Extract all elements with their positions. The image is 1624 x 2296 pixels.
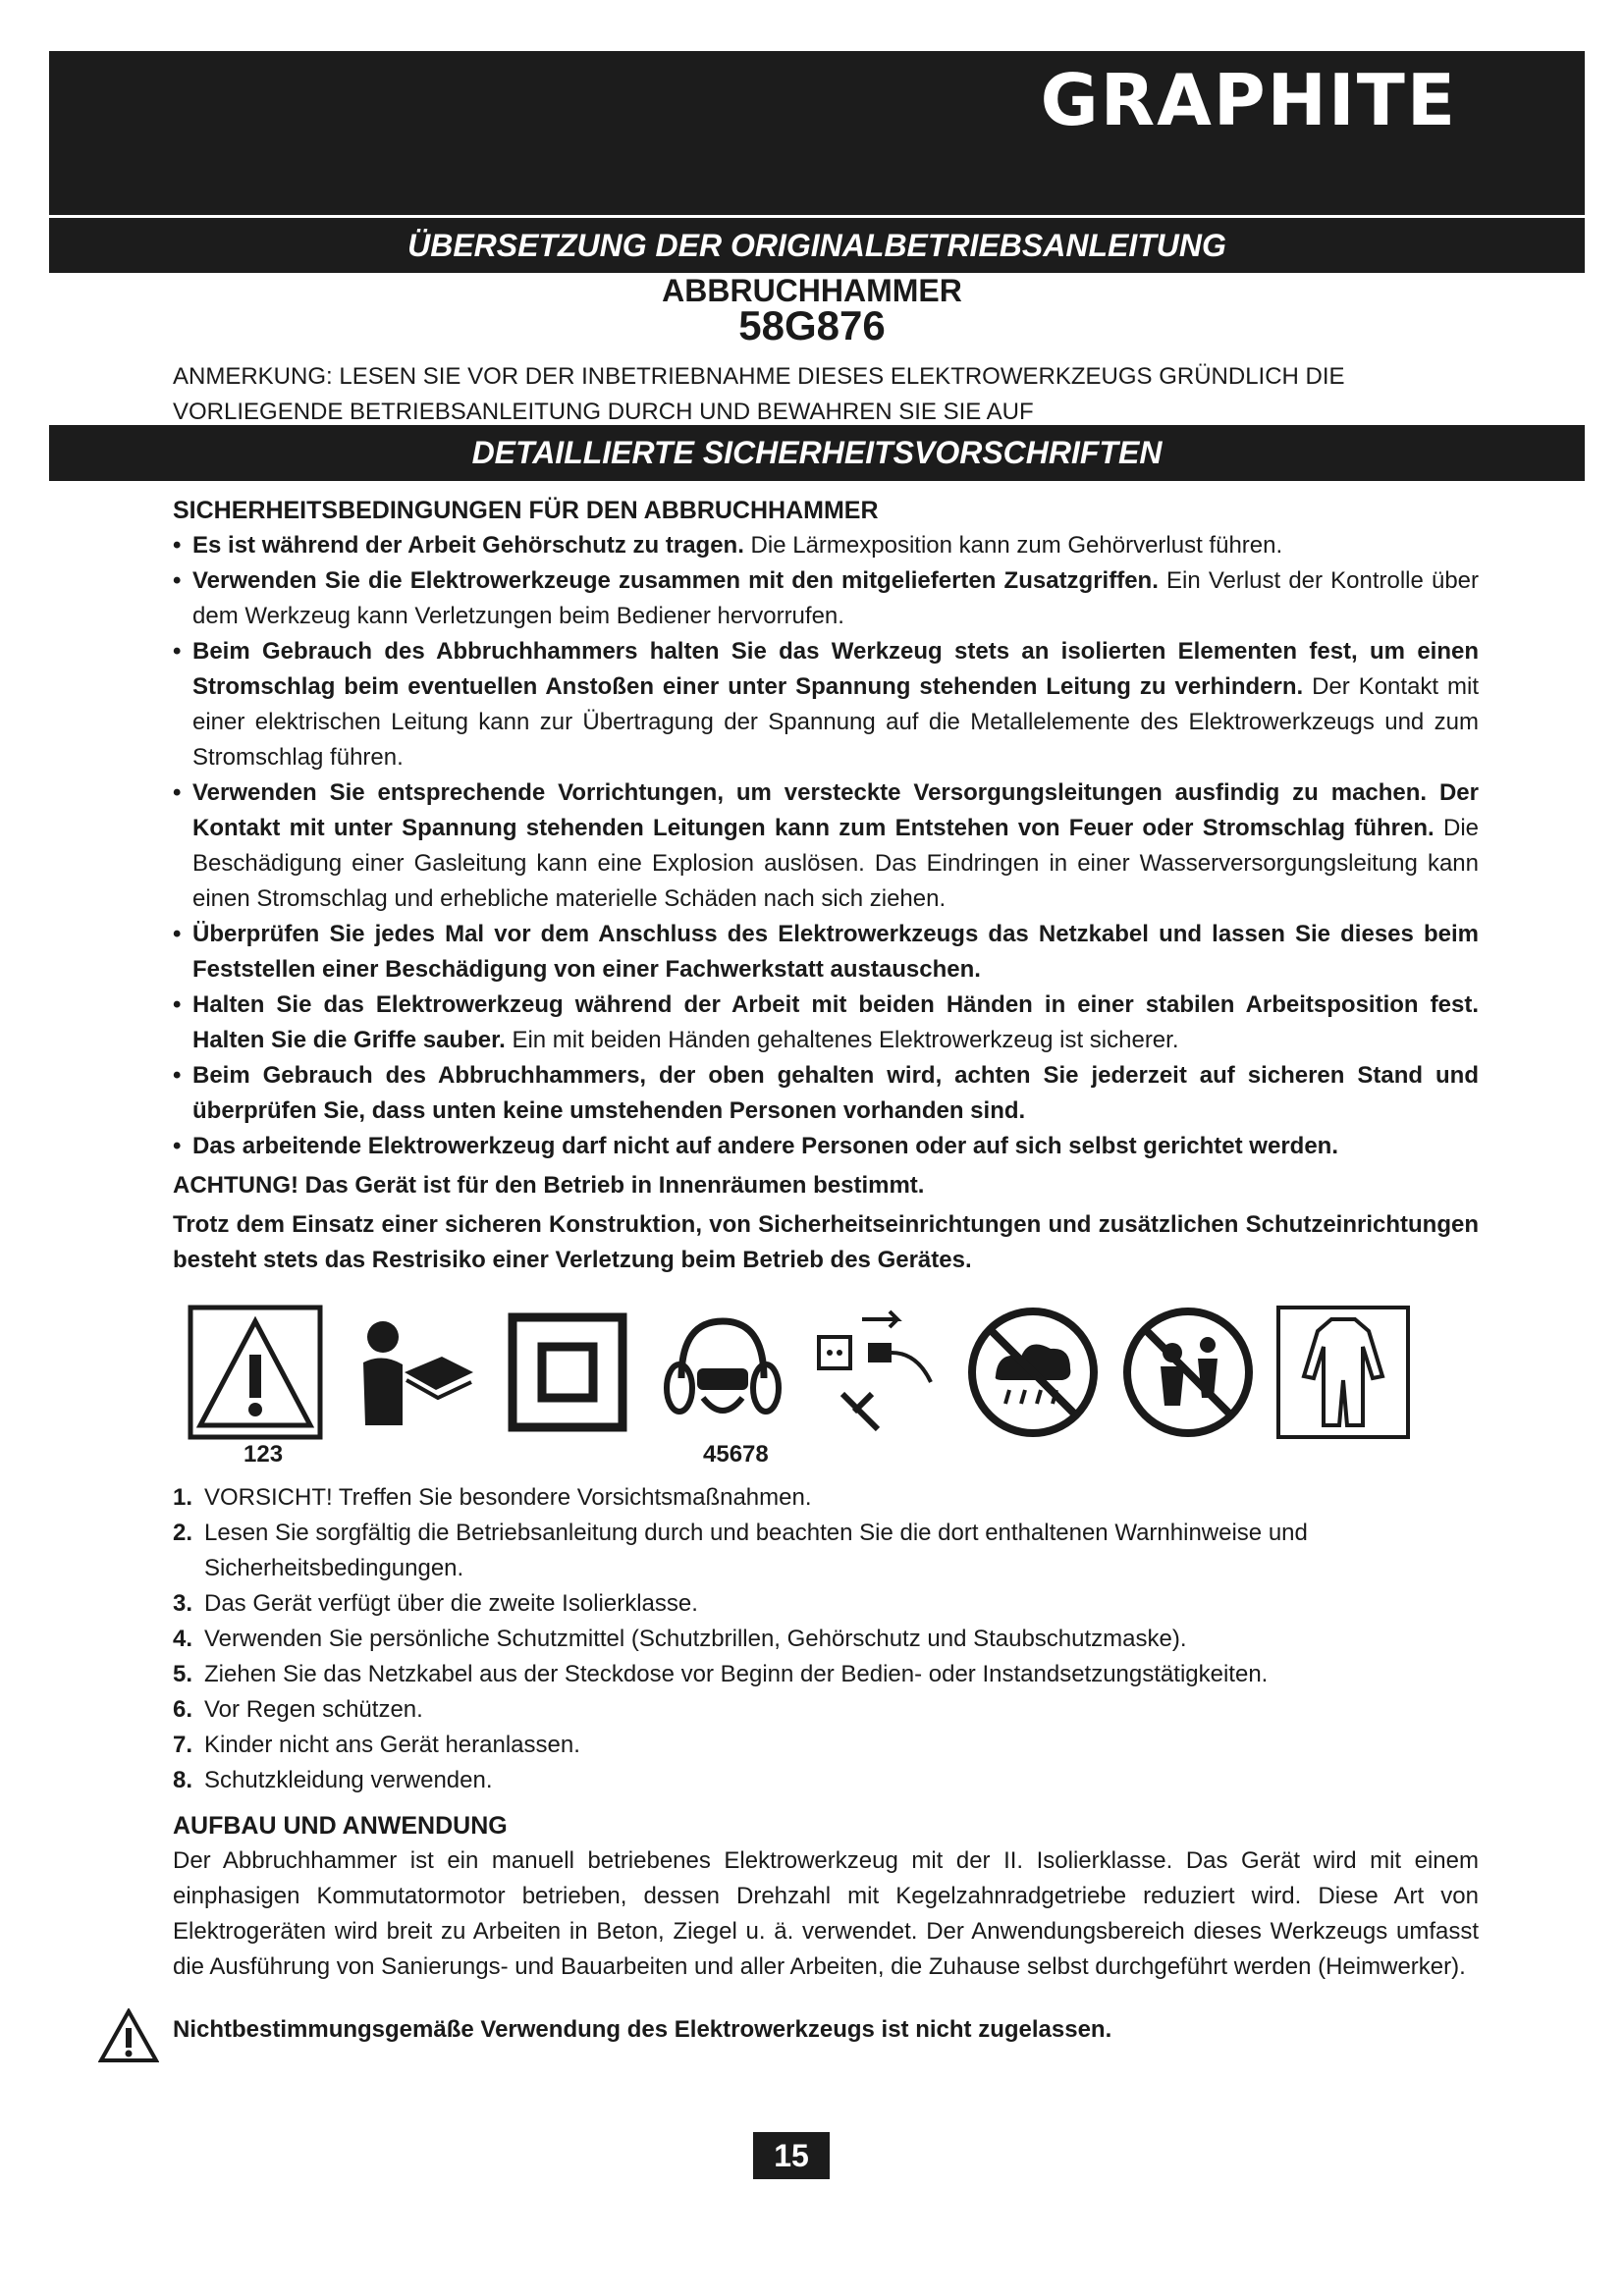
no-rain-icon [964,1304,1102,1441]
final-warning: Nichtbestimmungsgemäße Verwendung des Elektrowerkzeugs ist nicht zugelassen. [173,2016,1112,2043]
product-model: 58G876 [738,302,886,348]
no-children-icon [1119,1304,1257,1441]
brand-logo: GRAPHITE [1040,59,1457,141]
protective-gear-icon [654,1304,791,1441]
pictogram-legend [173,1480,1479,1798]
list-item: • Es ist während der Arbeit Gehörschutz zu tragen. Die Lärmexposition kann zum Gehörverlust führen. [173,528,1479,563]
product-name: ABBRUCHHAMMER [662,273,962,308]
list-item: 2. Lesen Sie sorgfältig die Betriebsanleitung durch und beachten Sie die dort enthaltenen Warnhinweise und Sicherheitsbedingungen. [173,1520,1308,1581]
translation-title: ÜBERSETZUNG DER ORIGINALBETRIEBSANLEITUNG [407,228,1226,263]
list-item: • Das arbeitende Elektrowerkzeug darf nicht auf andere Personen oder auf sich selbst gerichtet werden. [173,1129,1479,1164]
unplug-icon [809,1304,947,1441]
safety-section [173,493,1479,1278]
list-item: • Überprüfen Sie jedes Mal vor dem Anschluss des Elektrowerkzeugs das Netzkabel und lassen Sie dieses beim Feststellen einer Beschädigung von einer Fachwerkstatt austauschen. [173,917,1479,988]
read-manual-icon [344,1304,481,1441]
structure-heading: AUFBAU UND ANWENDUNG [173,1812,508,1840]
list-item: • Beim Gebrauch des Abbruchhammers, der oben gehalten wird, achten Sie jederzeit auf sicheren Stand und überprüfen Sie, dass unten keine umstehenden Personen vorhanden sind. [173,1058,1479,1129]
icon-label-right: 45678 [703,1441,769,1468]
translation-title-bar [49,218,1585,273]
icon-label-left: 123 [244,1441,284,1468]
note-text: ANMERKUNG: LESEN SIE VOR DER INBETRIEBNAHME DIESES ELEKTROWERKZEUGS GRÜNDLICH DIE VORLIEGENDE BETRIEBSANLEITUNG DURCH UND BEWAHREN SIE SIE AUF [173,363,1345,425]
list-item: 1. VORSICHT! Treffen Sie besondere Vorsichtsmaßnahmen. [173,1484,812,1511]
list-item: 5. Ziehen Sie das Netzkabel aus der Steckdose vor Beginn der Bedien- oder Instandsetzungstätigkeiten. [173,1661,1269,1687]
list-item: 3. Das Gerät verfügt über die zweite Isolierklasse. [173,1590,698,1617]
attention-residual-risk: Trotz dem Einsatz einer sicheren Konstruktion, von Sicherheitseinrichtungen und zusätzlichen Schutzeinrichtungen besteht stets das Restrisiko einer Verletzung beim Betrieb des Gerätes. [173,1211,1479,1273]
safety-rules-list [173,528,1479,1164]
list-item: 4. Verwenden Sie persönliche Schutzmittel (Schutzbrillen, Gehörschutz und Staubschutzmaske). [173,1626,1187,1652]
list-item: • Beim Gebrauch des Abbruchhammers halten Sie das Werkzeug stets an isolierten Elementen fest, um einen Stromschlag beim eventuellen Anstoßen einer unter Spannung stehenden Leitung zu verhindern. Der Kontakt mit einer elektrischen Leitung kann zur Übertragung der Spannung auf die Metallelemente des Elektrowerkzeugs und zum Stromschlag führen. [173,634,1479,775]
structure-section [173,1808,1479,1985]
warning-triangle-icon [187,1304,324,1441]
page-number: 15 [753,2132,830,2179]
warning-icon [98,2008,159,2063]
list-item: • Halten Sie das Elektrowerkzeug während der Arbeit mit beiden Händen in einer stabilen Arbeitsposition fest. Halten Sie die Griffe sauber. Ein mit beiden Händen gehaltenes Elektrowerkzeug ist sicherer. [173,988,1479,1058]
insulation-class-2-icon [499,1304,636,1441]
list-item: 7. Kinder nicht ans Gerät heranlassen. [173,1732,580,1758]
pictogram-row [187,1304,1424,1441]
protective-clothing-icon [1274,1304,1412,1441]
safety-subheading: SICHERHEITSBEDINGUNGEN FÜR DEN ABBRUCHHAMMER [173,497,879,524]
structure-paragraph: Der Abbruchhammer ist ein manuell betriebenes Elektrowerkzeug mit der II. Isolierklasse. Das Gerät wird mit einem einphasigen Kommutatormotor betrieben, dessen Drehzahl mit Kegelzahnradgetriebe reduziert wird. Diese Art von Elektrogeräten wird breit zu Arbeiten in Beton, Ziegel u. ä. verwendet. Der Anwendungsbereich dieses Werkzeugs umfasst die Ausführung von Sanierungs- und Bauarbeiten und aller Arbeiten, die Zuhause selbst durchgeführt werden (Heimwerker). [173,1847,1479,1980]
list-item: 8. Schutzkleidung verwenden. [173,1767,493,1793]
safety-title: DETAILLIERTE SICHERHEITSVORSCHRIFTEN [471,435,1163,470]
safety-title-bar [49,425,1585,481]
attention-indoor: ACHTUNG! Das Gerät ist für den Betrieb in Innenräumen bestimmt. [173,1172,925,1199]
list-item: • Verwenden Sie die Elektrowerkzeuge zusammen mit den mitgelieferten Zusatzgriffen. Ein Verlust der Kontrolle über dem Werkzeug kann Verletzungen beim Bediener hervorrufen. [173,563,1479,634]
list-item: 6. Vor Regen schützen. [173,1696,423,1723]
list-item: • Verwenden Sie entsprechende Vorrichtungen, um versteckte Versorgungsleitungen ausfindig zu machen. Der Kontakt mit unter Spannung stehenden Leitungen kann zum Entstehen von Feuer oder Stromschlag führen. Die Beschädigung einer Gasleitung kann eine Explosion auslösen. Das Eindringen in einer Wasserversorgungsleitung kann einen Stromschlag und erhebliche materielle Schäden nach sich ziehen. [173,775,1479,917]
